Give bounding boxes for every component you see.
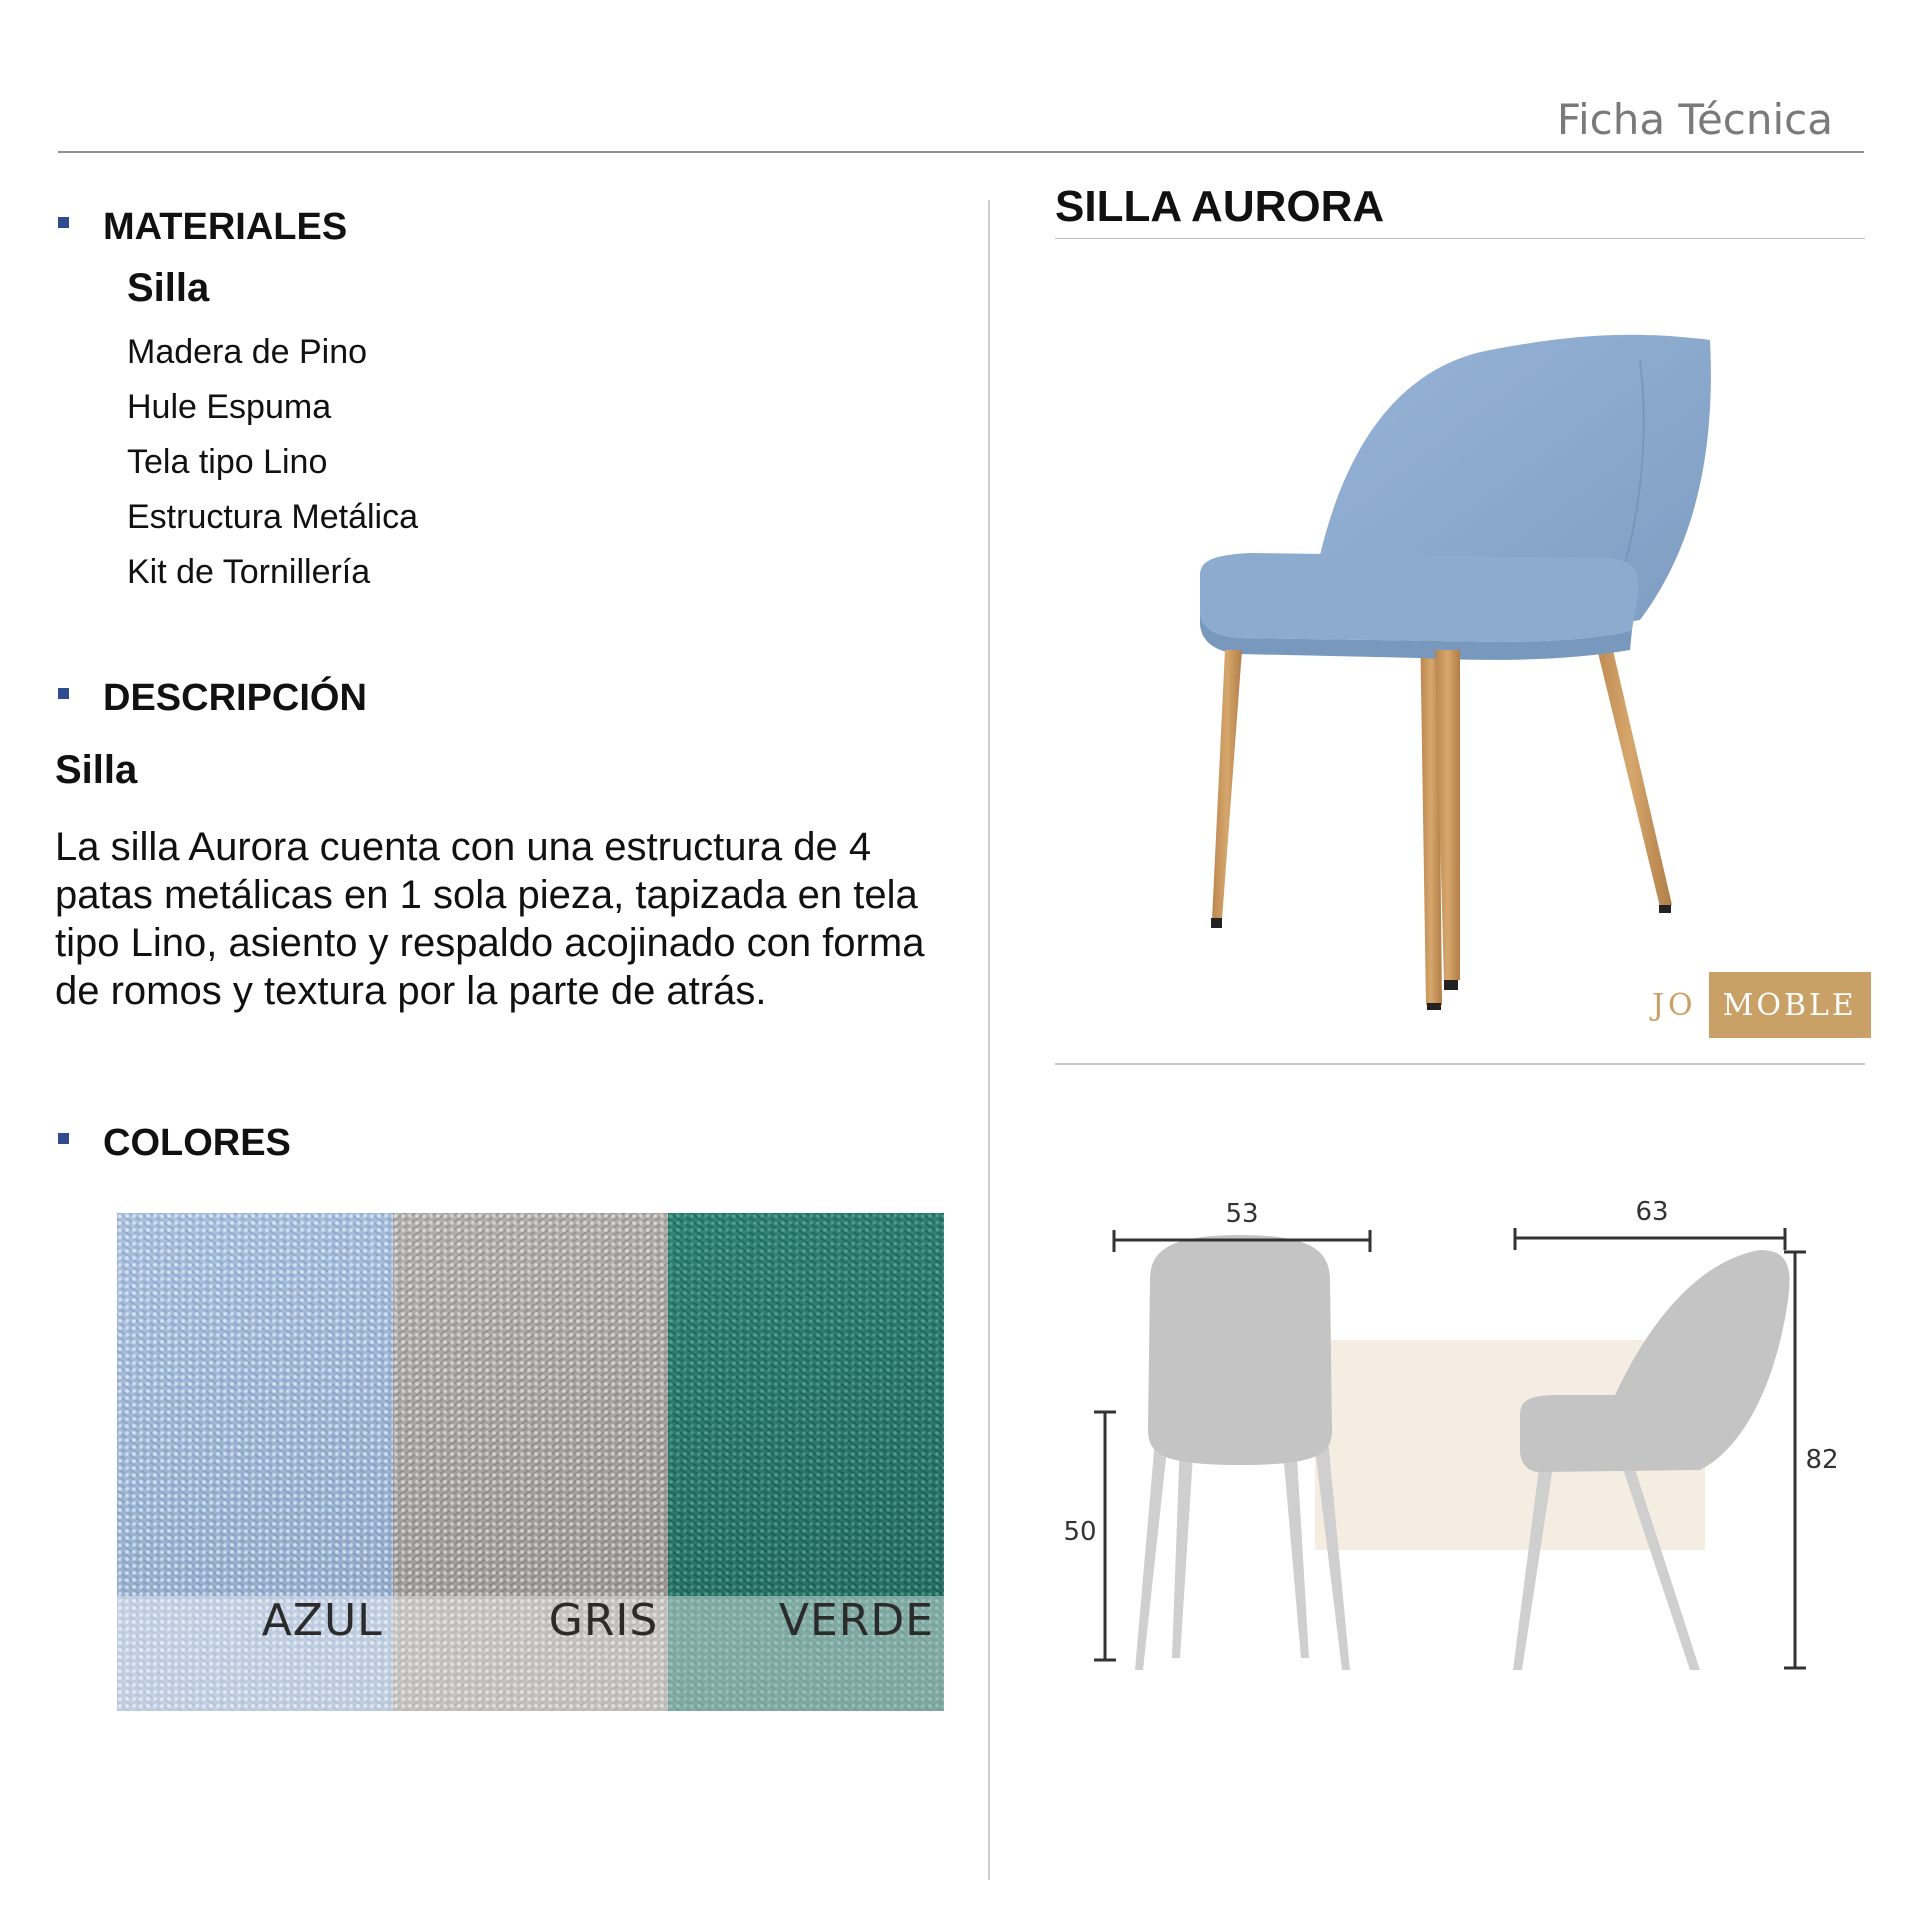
- front-view-chair: [1135, 1235, 1350, 1670]
- swatch-verde: [668, 1213, 944, 1711]
- seat-height-label: 50: [1063, 1517, 1097, 1547]
- document-title: Ficha Técnica: [1556, 95, 1833, 144]
- chair-photo: [1170, 320, 1730, 1010]
- front-width-label: 53: [1225, 1199, 1259, 1229]
- material-item: Tela tipo Lino: [127, 443, 328, 481]
- swatch-label: GRIS: [548, 1595, 659, 1646]
- total-height-label: 82: [1805, 1445, 1839, 1475]
- description-paragraph: La silla Aurora cuenta con una estructura de 4 patas metálicas en 1 sola pieza, tapizada en tela tipo Lino, asiento y respaldo acojinado con forma de romos y textura por la parte de atrás.: [55, 825, 925, 1013]
- swatch-label: VERDE: [778, 1595, 935, 1646]
- brand-logo-part2: MOBLE: [1709, 972, 1871, 1038]
- descripcion-heading: [58, 677, 367, 720]
- colores-heading: [58, 1122, 291, 1165]
- product-title: SILLA AURORA: [1055, 182, 1385, 231]
- photo-divider: [1055, 1063, 1865, 1065]
- bullet-icon: [58, 1133, 69, 1144]
- materials-list: [127, 325, 418, 600]
- swatch-azul: [117, 1213, 393, 1711]
- bullet-icon: [58, 217, 69, 228]
- material-item: Estructura Metálica: [127, 498, 418, 536]
- side-view-chair: [1513, 1250, 1790, 1670]
- color-swatches: [117, 1213, 944, 1711]
- column-divider: [988, 200, 990, 1880]
- brand-logo-part1: JO: [1652, 987, 1697, 1023]
- brand-logo: [1652, 972, 1871, 1038]
- dimension-drawing: [1060, 1190, 1840, 1690]
- bullet-icon: [58, 688, 69, 699]
- material-item: Madera de Pino: [127, 333, 368, 371]
- product-title-divider: [1055, 238, 1865, 239]
- materiales-heading-label: MATERIALES: [103, 206, 348, 248]
- descripcion-heading-label: DESCRIPCIÓN: [103, 677, 367, 719]
- swatch-label: AZUL: [261, 1595, 383, 1646]
- material-item: Hule Espuma: [127, 388, 332, 426]
- header-divider: [58, 151, 1864, 153]
- side-depth-label: 63: [1635, 1197, 1669, 1227]
- swatch-gris: [393, 1213, 669, 1711]
- descripcion-subheading: Silla: [55, 748, 138, 792]
- materiales-heading: [58, 206, 347, 249]
- material-item: Kit de Tornillería: [127, 553, 371, 591]
- colores-heading-label: COLORES: [103, 1122, 291, 1164]
- materiales-subheading: Silla: [127, 266, 210, 310]
